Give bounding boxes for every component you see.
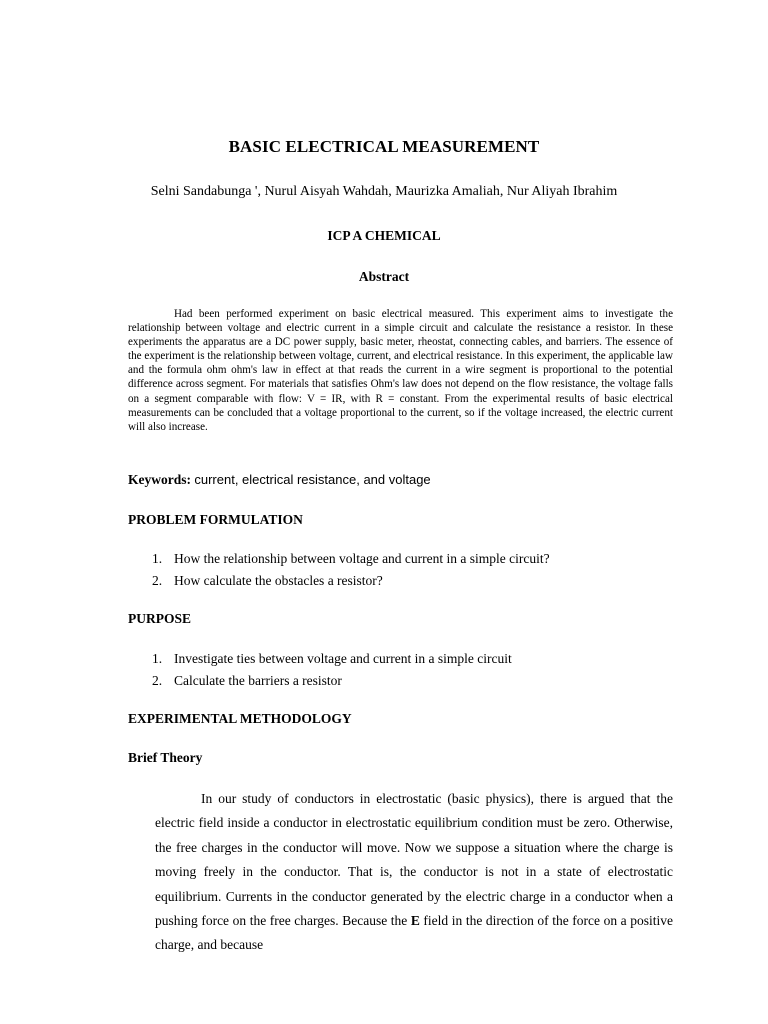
list-item (152, 648, 512, 670)
list-text: How the relationship between voltage and current in a simple circuit? (174, 551, 550, 566)
list-text: Calculate the barriers a resistor (174, 673, 342, 688)
abstract-text: Had been performed experiment on basic electrical measured. This experiment aims to investigate the relationship between voltage and electric current in a simple circuit and calculate the resistance a resistor. In these experiments the apparatus are a DC power supply, basic meter, rheostat, connecting cables, and barriers. The essence of the experiment is the relationship between voltage, current, and electrical resistance. In this experiment, the applicable law and the formula ohm ohm's law in effect at that reads the current in a wire segment is proportional to the potential difference across segment. For materials that satisfies Ohm's law does not depend on the flow resistance, the voltage falls on a segment comparable with flow: V = IR, with R = constant. From the experimental results of basic electrical measurements can be concluded that a voltage proportional to the current, so if the voltage increased, the electric current will also increase. (128, 308, 673, 433)
list-item (152, 548, 550, 570)
purpose-heading: PURPOSE (128, 611, 192, 626)
theory-text: In our study of conductors in electrostatic (basic physics), there is argued that the electric field inside a conductor in electrostatic equilibrium condition must be zero. Otherwise, the free charges in the conductor will move. Now we suppose a situation where the charge is moving freely in the conductor. That is, the conductor is not in a state of electrostatic equilibrium. Currents in the conductor generated by the electric charge in a conductor when a pushing force on the free charges. Because the (155, 791, 673, 929)
brief-theory-paragraph (155, 787, 673, 958)
list-text: How calculate the obstacles a resistor? (174, 573, 383, 588)
list-number: 1. (152, 651, 163, 666)
problem-list (152, 548, 550, 592)
list-number: 1. (152, 551, 163, 566)
theory-text-continued: field in the direction of the force on a positive charge, and because (155, 913, 673, 953)
paper-title: BASIC ELECTRICAL MEASUREMENT (228, 137, 540, 156)
theory-bold-symbol: E (410, 913, 420, 929)
purpose-list (152, 648, 512, 692)
keywords-label: Keywords: (128, 472, 191, 487)
abstract-heading: Abstract (358, 269, 410, 284)
list-item (152, 570, 550, 592)
list-item (152, 670, 512, 692)
list-number: 2. (152, 673, 163, 688)
methodology-heading: EXPERIMENTAL METHODOLOGY (128, 711, 352, 726)
author-list: Selni Sandabunga ', Nurul Aisyah Wahdah, Maurizka Amaliah, Nur Aliyah Ibrahim (150, 184, 618, 199)
brief-theory-heading: Brief Theory (128, 750, 203, 765)
list-text: Investigate ties between voltage and current in a simple circuit (174, 651, 512, 666)
keywords-line (128, 472, 431, 488)
keywords-text: current, electrical resistance, and voltage (194, 472, 431, 487)
list-number: 2. (152, 573, 163, 588)
affiliation: ICP A CHEMICAL (327, 228, 441, 243)
problem-formulation-heading: PROBLEM FORMULATION (128, 512, 303, 527)
